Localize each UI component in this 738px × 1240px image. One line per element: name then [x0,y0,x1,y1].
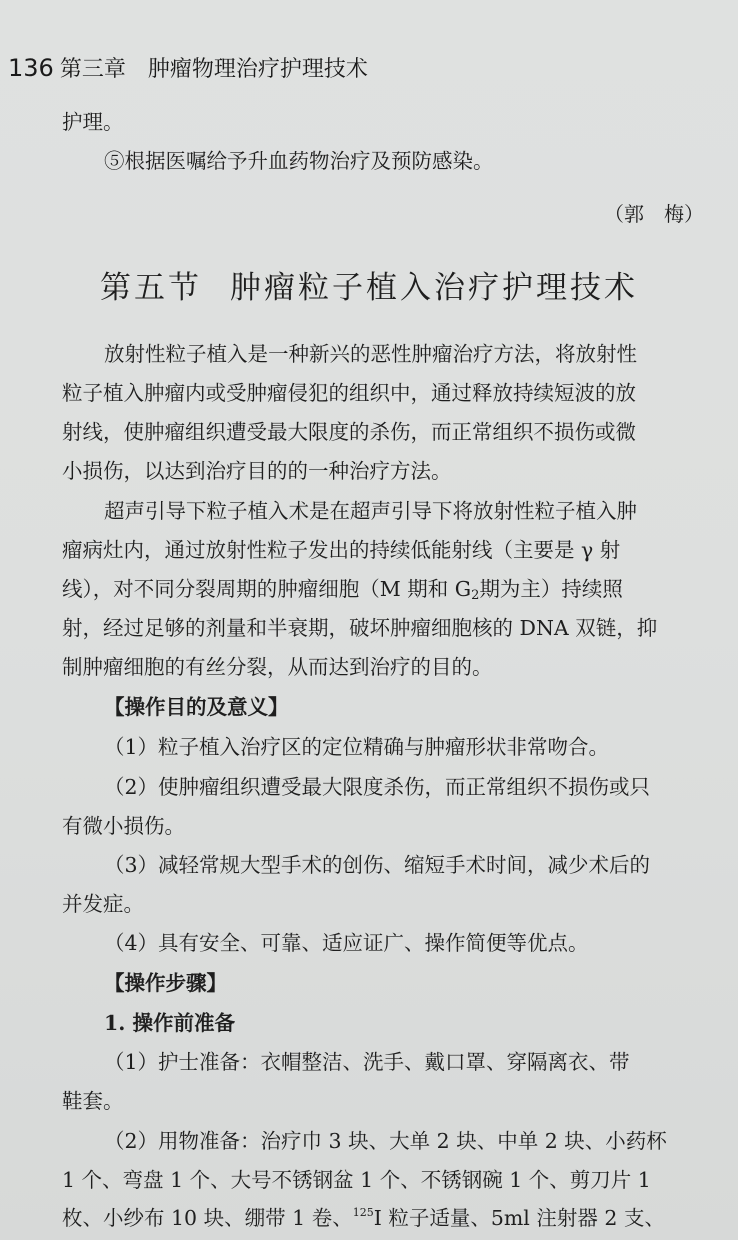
section-number: 第五节 [100,270,202,306]
subsection-heading: 【操作目的及意义】 [104,695,289,719]
author-credit: （郭 梅） [604,202,704,226]
step-heading: 1. 操作前准备 [104,1011,236,1035]
list-item-continuation: 鞋套。 [62,1089,124,1113]
line-text: 枚、小纱布 10 块、绷带 1 卷、 [62,1206,353,1230]
list-item: （1）护士准备：衣帽整洁、洗手、戴口罩、穿隔离衣、带 [104,1050,630,1074]
paragraph-line: 瘤病灶内，通过放射性粒子发出的持续低能射线（主要是 γ 射 [62,538,621,562]
list-item-continuation: 并发症。 [62,892,144,916]
subscript: 2 [471,588,480,603]
text-line: 护理。 [62,110,124,134]
page-number: 136 [8,54,54,82]
line-text: 期为主）持续照 [479,577,623,601]
paragraph-line: 小损伤，以达到治疗目的的一种治疗方法。 [62,459,452,483]
running-header [8,52,368,83]
paragraph-line: 粒子植入肿瘤内或受肿瘤侵犯的组织中，通过释放持续短波的放 [62,381,636,405]
list-item-continuation: 1 个、弯盘 1 个、大号不锈钢盆 1 个、不锈钢碗 1 个、剪刀片 1 [62,1168,651,1192]
paragraph-line: 射，经过足够的剂量和半衰期，破坏肿瘤细胞核的 DNA 双链，抑 [62,616,658,640]
subsection-heading: 【操作步骤】 [104,971,227,995]
line-text: I 粒子适量、5ml 注射器 2 支、 [373,1206,665,1230]
list-item: （2）用物准备：治疗巾 3 块、大单 2 块、中单 2 块、小药杯 [104,1129,667,1153]
list-item: （4）具有安全、可靠、适应证广、操作简便等优点。 [104,931,589,955]
list-item: （1）粒子植入治疗区的定位精确与肿瘤形状非常吻合。 [104,735,610,759]
list-item: （2）使肿瘤组织遭受最大限度杀伤，而正常组织不损伤或只 [104,775,651,799]
paragraph-line: 射线，使肿瘤组织遭受最大限度的杀伤，而正常组织不损伤或微 [62,420,636,444]
text-line: ⑤根据医嘱给予升血药物治疗及预防感染。 [104,149,494,173]
paragraph-line: 放射性粒子植入是一种新兴的恶性肿瘤治疗方法，将放射性 [104,342,637,366]
section-heading [100,262,638,307]
chapter-label: 第三章 [59,57,126,82]
section-title: 肿瘤粒子植入治疗护理技术 [230,270,638,306]
list-item: （3）减轻常规大型手术的创伤、缩短手术时间，减少术后的 [104,853,651,877]
paragraph-line: 超声引导下粒子植入术是在超声引导下将放射性粒子植入肿 [104,499,637,523]
paragraph-line: 制肿瘤细胞的有丝分裂，从而达到治疗的目的。 [62,655,493,679]
paragraph-line [62,577,623,604]
list-item-continuation: 有微小损伤。 [62,814,185,838]
line-text: 线），对不同分裂周期的肿瘤细胞（M 期和 G [62,577,472,601]
list-item-continuation [62,1206,665,1231]
superscript: 125 [352,1206,374,1219]
chapter-title: 肿瘤物理治疗护理技术 [147,57,368,82]
